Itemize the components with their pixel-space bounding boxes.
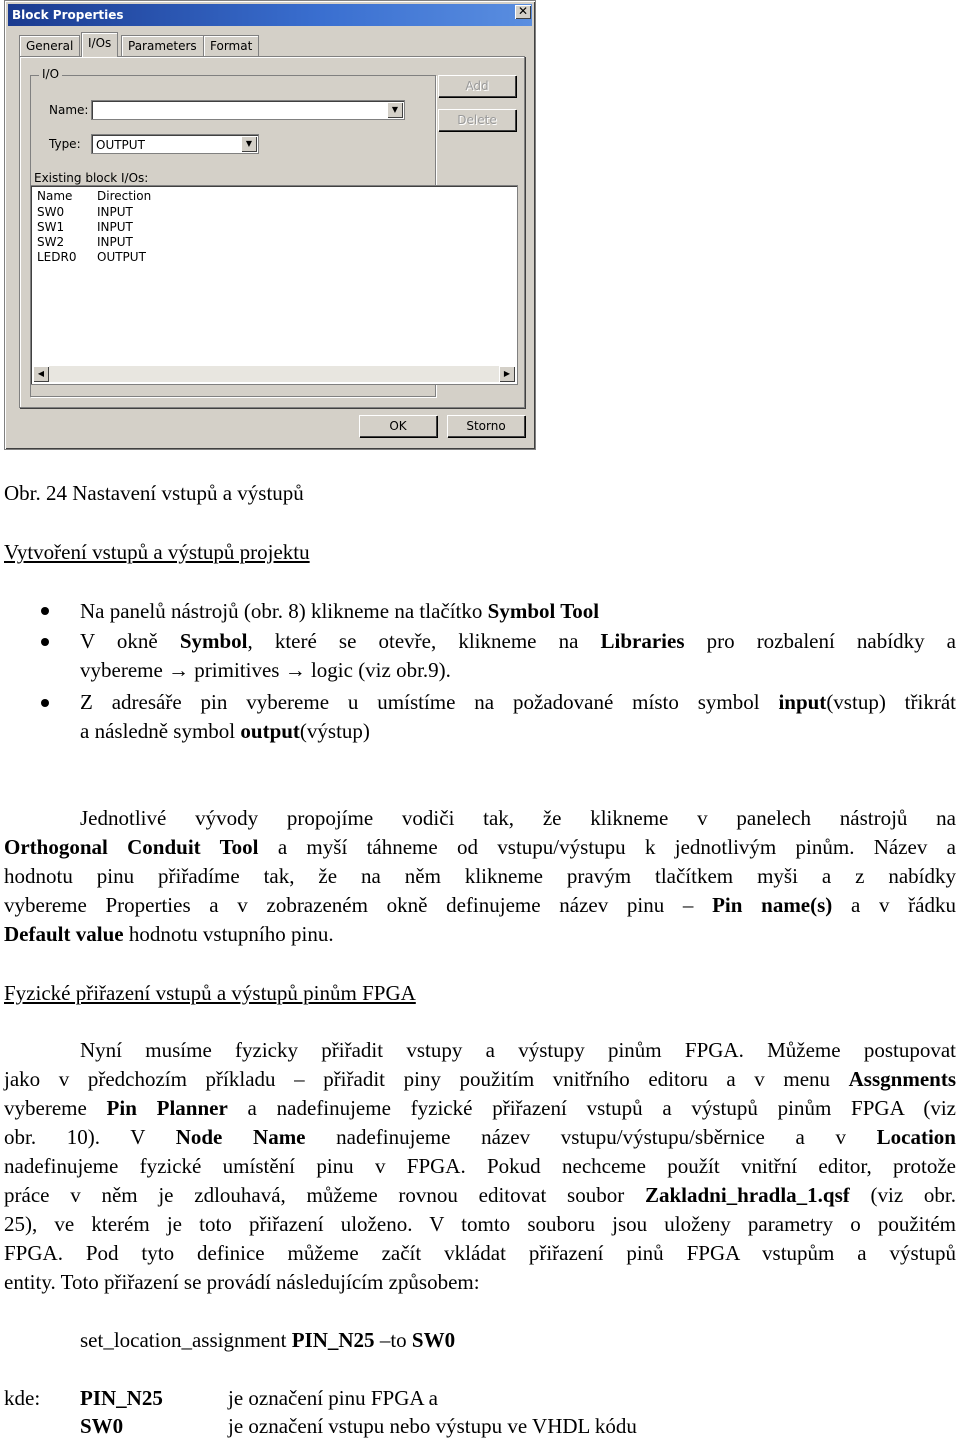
paragraph-line: Default value hodnotu vstupního pinu.	[4, 922, 334, 946]
paragraph-line: 25), ve kterém je toto přiřazení uloženo. V tomto souboru jsou uloženy parametry o použitém	[4, 1212, 956, 1236]
add-button[interactable]: Add	[438, 75, 516, 97]
column-header-name[interactable]: Name	[37, 189, 73, 203]
bullet-item: Na panelů nástrojů (obr. 8) klikneme na tlačítko Symbol Tool	[80, 599, 600, 623]
scroll-right-icon[interactable]: ▶	[499, 366, 515, 382]
paragraph-line: hodnotu pinu přiřadíme tak, že na něm klikneme pravým tlačítkem myši a z nabídky	[4, 864, 956, 888]
paragraph-line: obr. 10). V Node Name nadefinujeme název vstupu/výstupu/sběrnice a v Location	[4, 1125, 956, 1149]
section-heading: Fyzické přiřazení vstupů a výstupů pinům FPGA	[4, 981, 416, 1005]
tab-general[interactable]: General	[19, 35, 80, 56]
paragraph-line: Orthogonal Conduit Tool a myší táhneme od vstupu/výstupu k jednotlivým pinům. Název a	[4, 835, 956, 859]
paragraph-line: práce v něm je zdlouhavá, můžeme rovnou editovat soubor Zakladni_hradla_1.qsf (viz obr.	[4, 1183, 957, 1207]
paragraph-line: Nyní musíme fyzicky přiřadit vstupy a výstupy pinům FPGA. Můžeme postupovat	[80, 1038, 956, 1062]
paragraph-line: nadefinujeme fyzické umístění pinu v FPGA. Pokud nechceme použít vnitřní editor, protože	[4, 1154, 956, 1178]
close-icon[interactable]: ✕	[515, 5, 531, 19]
name-combobox[interactable]	[91, 100, 405, 120]
cancel-button[interactable]: Storno	[447, 415, 525, 437]
list-item-direction: INPUT	[97, 235, 133, 249]
bullet-icon	[41, 638, 49, 646]
paragraph-line: vybereme Pin Planner a nadefinujeme fyzické přiřazení vstupů a výstupů pinům FPGA (viz	[4, 1096, 956, 1120]
scroll-left-icon[interactable]: ◀	[33, 366, 49, 382]
existing-ios-label: Existing block I/Os:	[34, 171, 149, 185]
list-item-name[interactable]: LEDR0	[37, 250, 77, 264]
chevron-down-icon[interactable]: ▼	[241, 136, 257, 152]
bullet-item: V okně Symbol, které se otevře, klikneme na Libraries pro rozbalení nabídky a	[80, 629, 956, 653]
paragraph-line: jako v předchozím příkladu – přiřadit piny použitím vnitřního editoru a v menu Assgnments	[4, 1067, 956, 1091]
code-line: set_location_assignment PIN_N25 –to SW0	[80, 1328, 456, 1352]
list-item-direction: INPUT	[97, 205, 133, 219]
existing-ios-list[interactable]	[30, 185, 518, 385]
tab-ios[interactable]: I/Os	[81, 32, 118, 57]
definition-term: SW0	[80, 1414, 124, 1438]
section-heading: Vytvoření vstupů a výstupů projektu	[4, 540, 310, 564]
bullet-item: Z adresáře pin vybereme u umístíme na požadované místo symbol input(vstup) třikrát	[80, 690, 956, 714]
definition-label: kde:	[4, 1386, 41, 1410]
paragraph-line: Jednotlivé vývody propojíme vodiči tak, že klikneme v panelech nástrojů na	[80, 806, 956, 830]
bullet-item-line: a následně symbol output(výstup)	[80, 719, 370, 743]
list-item-name[interactable]: SW1	[37, 220, 65, 234]
chevron-down-icon[interactable]: ▼	[387, 102, 403, 118]
column-header-direction[interactable]: Direction	[97, 189, 152, 203]
definition-term: PIN_N25	[80, 1386, 163, 1410]
type-combobox[interactable]	[91, 134, 259, 154]
io-group-label: I/O	[39, 67, 62, 81]
bullet-icon	[41, 607, 49, 615]
figure-caption: Obr. 24 Nastavení vstupů a výstupů	[4, 481, 304, 505]
paragraph-line: FPGA. Pod tyto definice můžeme začít vkládat přiřazení pinů FPGA vstupům a výstupů	[4, 1241, 956, 1265]
ios-tab-panel	[19, 56, 525, 408]
bullet-item-line: vybereme → primitives → logic (viz obr.9).	[80, 658, 451, 682]
dialog-title: Block Properties	[8, 4, 532, 26]
block-properties-dialog	[4, 0, 536, 450]
list-item-name[interactable]: SW0	[37, 205, 65, 219]
list-item-direction: INPUT	[97, 220, 133, 234]
horizontal-scrollbar[interactable]	[33, 366, 515, 382]
definition-desc: je označení vstupu nebo výstupu ve VHDL kódu	[228, 1414, 637, 1438]
list-item-direction: OUTPUT	[97, 250, 146, 264]
tab-format[interactable]: Format	[203, 35, 259, 56]
tab-parameters[interactable]: Parameters	[121, 35, 204, 56]
definition-desc: je označení pinu FPGA a	[228, 1386, 438, 1410]
name-label: Name:	[49, 103, 89, 117]
delete-button[interactable]: Delete	[438, 109, 516, 131]
type-value: OUTPUT	[96, 138, 145, 152]
bullet-icon	[41, 699, 49, 707]
type-label: Type:	[49, 137, 81, 151]
paragraph-line: entity. Toto přiřazení se provádí následujícím způsobem:	[4, 1270, 480, 1294]
ok-button[interactable]: OK	[359, 415, 437, 437]
paragraph-line: vybereme Properties a v zobrazeném okně definujeme název pinu – Pin name(s) a v řádku	[4, 893, 956, 917]
list-item-name[interactable]: SW2	[37, 235, 65, 249]
